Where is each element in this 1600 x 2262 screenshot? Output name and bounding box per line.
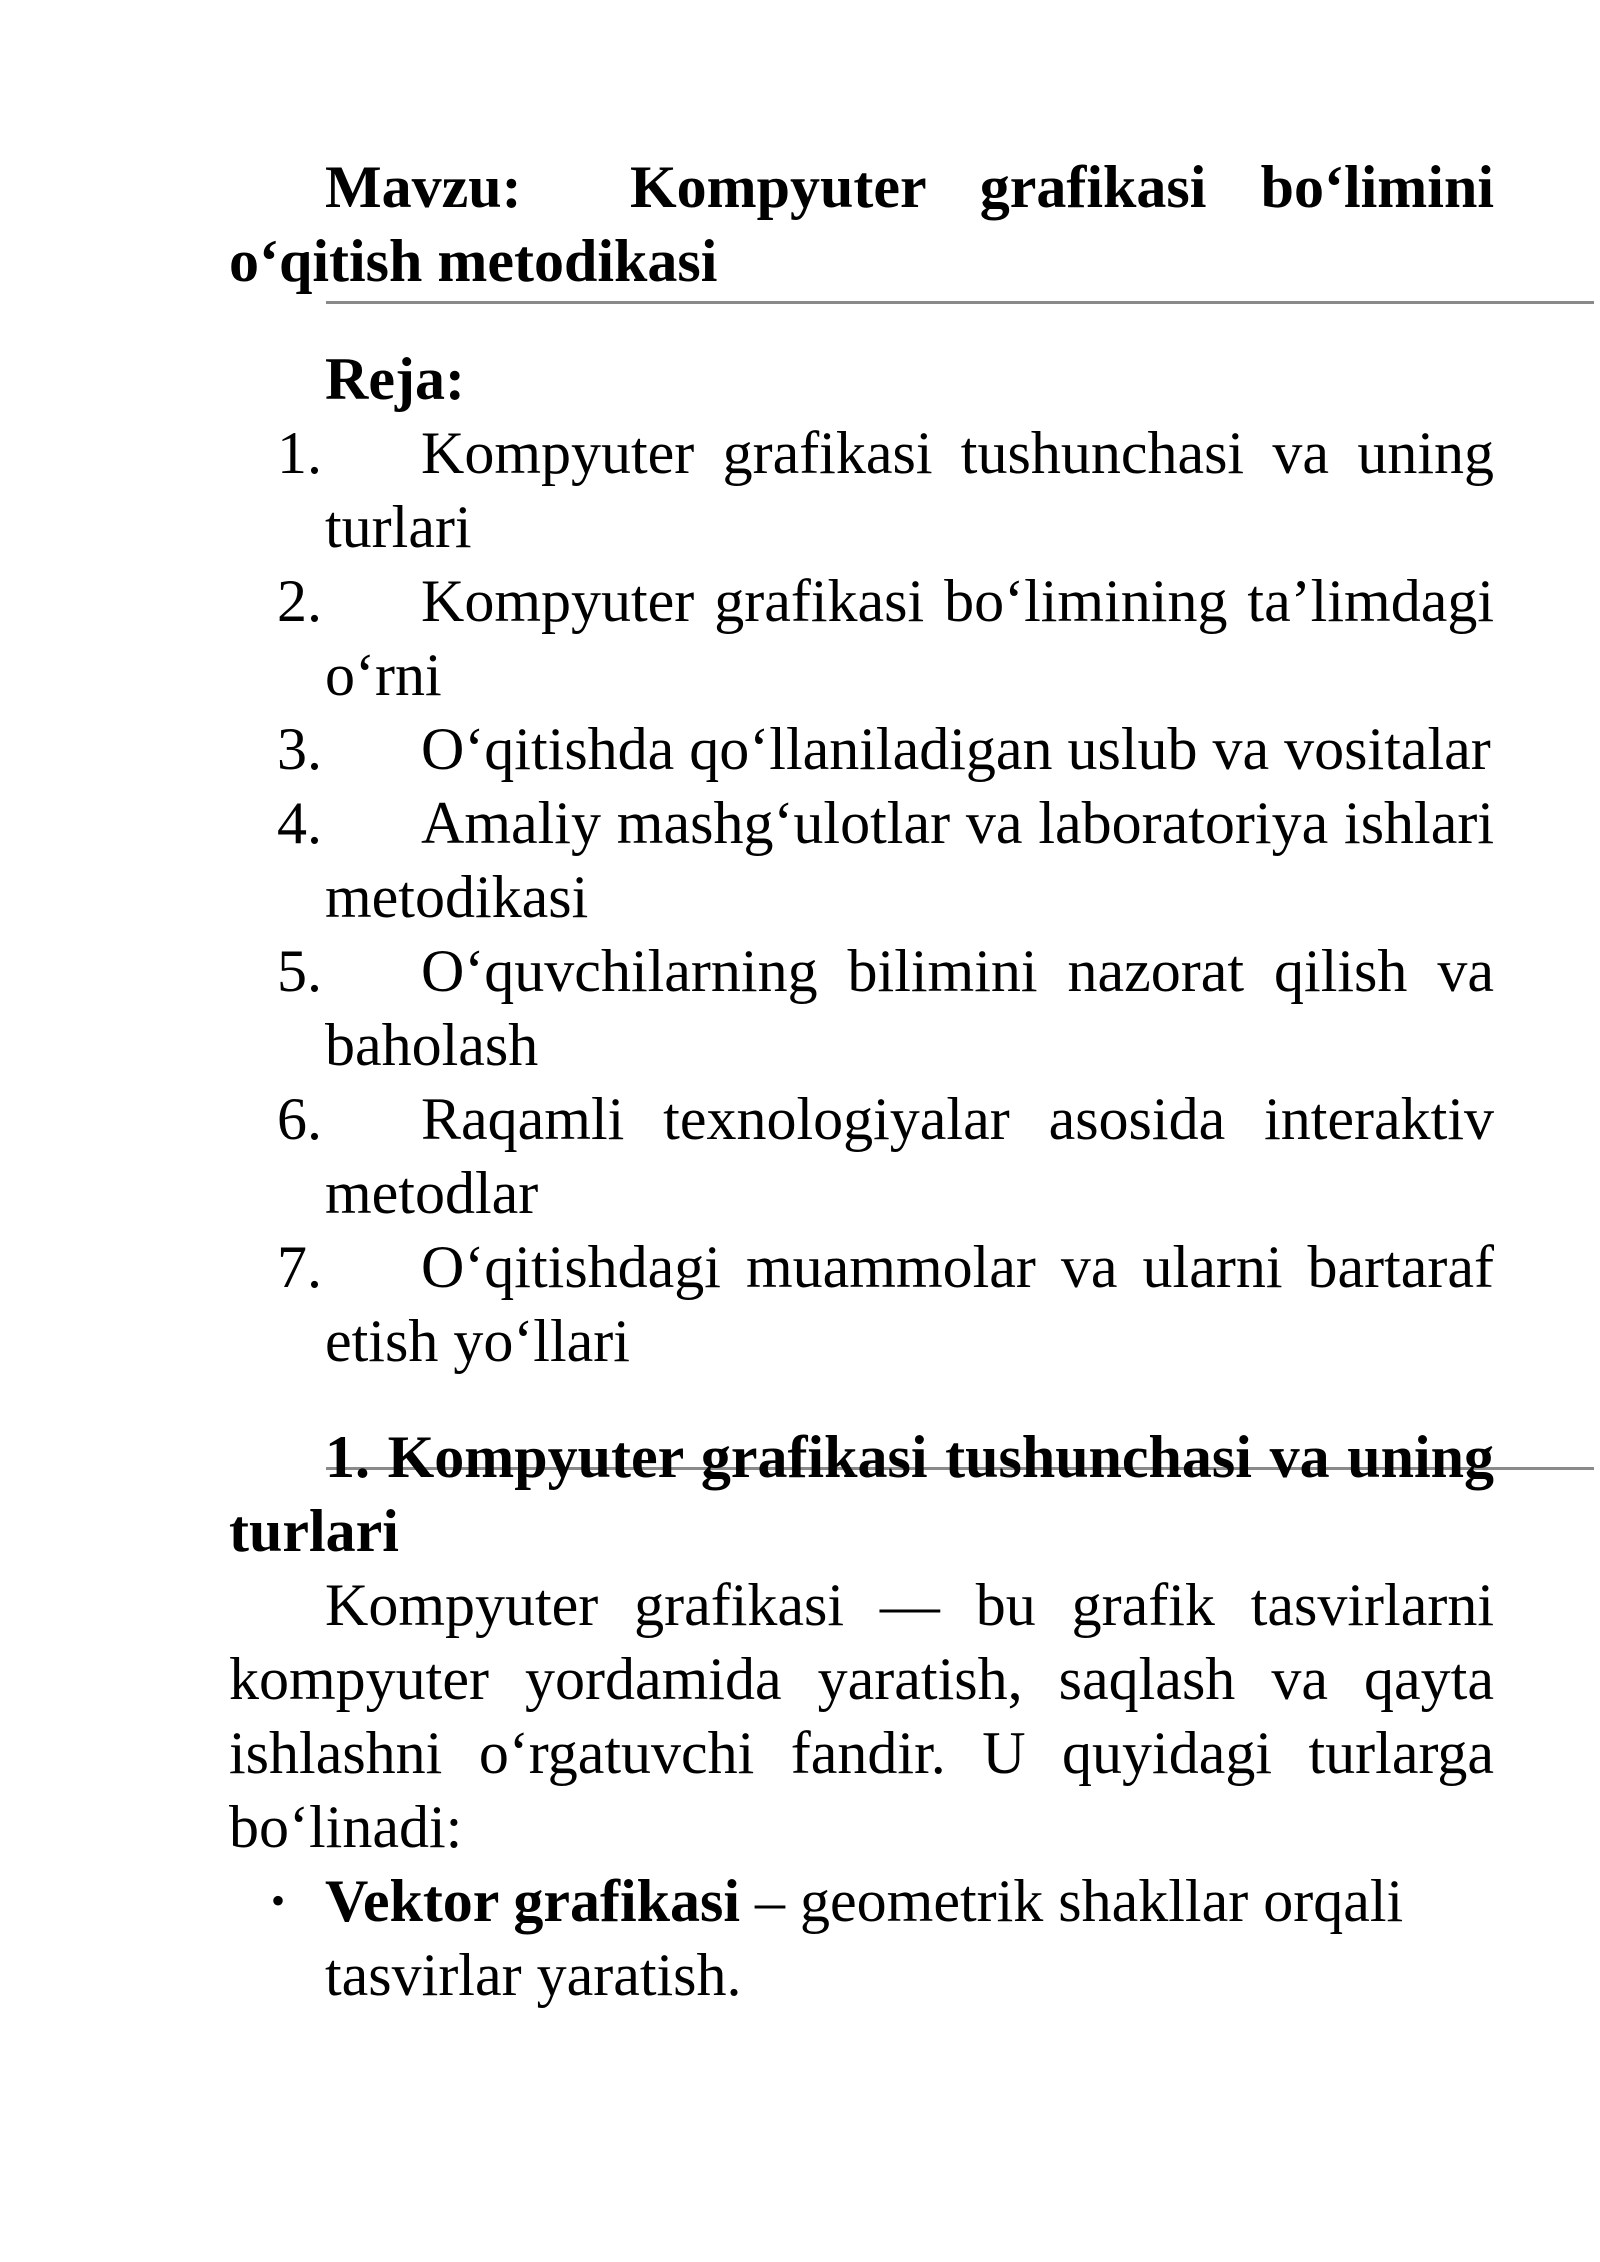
- plan-item-text: O‘quvchilarning bilimini nazorat qilish va baholash: [325, 938, 1494, 1078]
- title-label: Mavzu:: [325, 154, 522, 220]
- plan-item: [277, 1230, 1494, 1378]
- plan-item: [277, 1082, 1494, 1230]
- plan-list: [229, 416, 1494, 1378]
- section-paragraph: Kompyuter grafikasi — bu grafik tasvirlarni kompyuter yordamida yaratish, saqlash va qayta ishlashni o‘rgatuvchi fandir. U quyidagi turlarga bo‘linadi:: [229, 1572, 1494, 1860]
- plan-item-number: 3.: [277, 716, 322, 782]
- plan-item-number: 1.: [277, 420, 322, 486]
- list-item-text: – geometrik shakllar orqali tasvirlar yaratish.: [325, 1868, 1404, 2008]
- plan-item: [277, 564, 1494, 712]
- plan-item: [277, 712, 1494, 786]
- document-page: [229, 150, 1494, 2012]
- document-title: [229, 150, 1494, 298]
- plan-item-text: Raqamli texnologiyalar asosida interaktiv metodlar: [325, 1086, 1494, 1226]
- plan-item-text: O‘qitishdagi muammolar va ularni bartaraf etish yo‘llari: [325, 1234, 1494, 1374]
- section-1: [229, 1420, 1494, 2012]
- plan-item-number: 5.: [277, 938, 322, 1004]
- plan-item-number: 7.: [277, 1234, 322, 1300]
- list-item-term: Vektor grafikasi: [325, 1868, 741, 1934]
- plan-item-number: 2.: [277, 568, 322, 634]
- plan-item-text: Kompyuter grafikasi tushunchasi va uning turlari: [325, 420, 1494, 560]
- plan-item: [277, 934, 1494, 1082]
- plan-item-text: Amaliy mashg‘ulotlar va laboratoriya ishlari metodikasi: [325, 790, 1494, 930]
- graphics-types-list: [229, 1864, 1494, 2012]
- bullet-icon: •: [271, 1878, 286, 1923]
- plan-item-number: 4.: [277, 790, 322, 856]
- plan-item-number: 6.: [277, 1086, 322, 1152]
- list-item: [271, 1864, 1494, 2012]
- plan-item: [277, 786, 1494, 934]
- plan-item: [277, 416, 1494, 564]
- section-heading: 1. Kompyuter grafikasi tushunchasi va uning turlari: [229, 1424, 1494, 1564]
- plan-item-text: Kompyuter grafikasi bo‘limining ta’limdagi o‘rni: [325, 568, 1494, 708]
- title-text: Kompyuter grafikasi bo‘limini o‘qitish metodikasi: [229, 154, 1494, 294]
- plan-heading: Reja:: [325, 346, 465, 412]
- plan-item-text: O‘qitishda qo‘llaniladigan uslub va vositalar: [421, 716, 1491, 782]
